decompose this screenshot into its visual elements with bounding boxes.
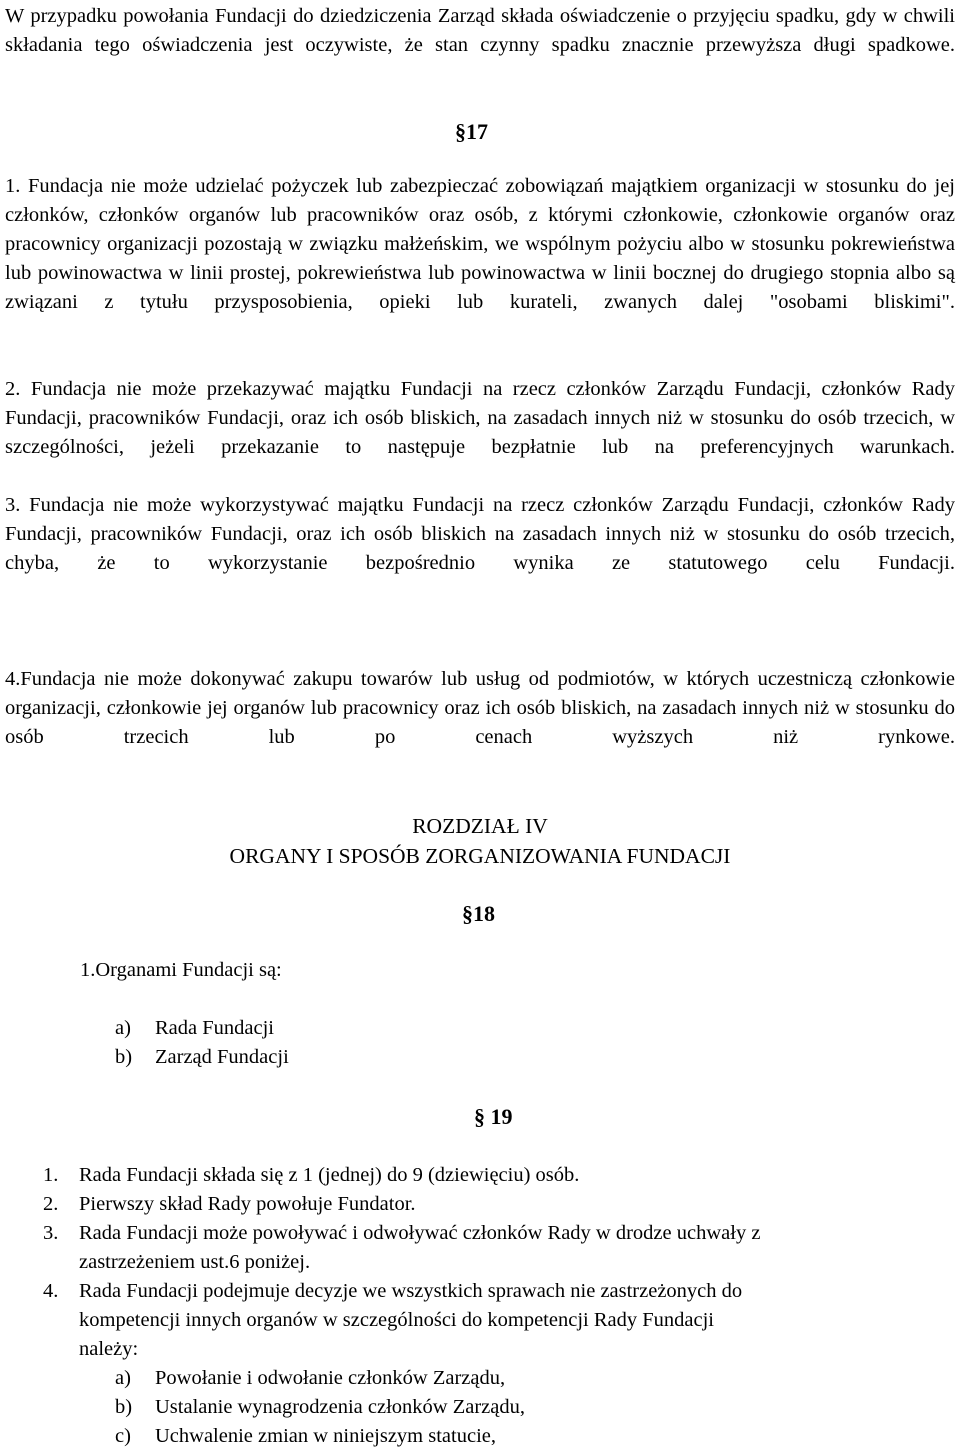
list-item-text: Powołanie i odwołanie członków Zarządu,: [155, 1367, 506, 1389]
list-item-text: Ustalanie wynagrodzenia członków Zarządu,: [155, 1396, 525, 1418]
list-item-text: Rada Fundacji: [155, 1017, 274, 1039]
list-marker: b): [115, 1396, 133, 1418]
section-17-paragraph-3: 3. Fundacja nie może wykorzystywać majątku Fundacji na rzecz członków Zarządu Fundacji, członków Rady Fundacji, pracowników Fundacji, oraz ich osób bliskich na zasadach innych niż w stosunku do osób trzecich, chyba, że to wykorzystanie bezpośrednio wynika ze statutowego celu Fundacji.: [5, 494, 955, 574]
section-18-intro: 1.Organami Fundacji są:: [80, 959, 282, 981]
section-17-paragraph-1: 1. Fundacja nie może udzielać pożyczek lub zabezpieczać zobowiązań majątkiem organizacji w stosunku do jej członków, członków organów lub pracowników oraz osób, z którymi członkowie, członkowie organów oraz pracownicy organizacji pozostają w związku małżeńskim, we wspólnym pożyciu albo w stosunku pokrewieństwa lub powinowactwa w linii prostej, pokrewieństwa lub powinowactwa w linii bocznej do drugiego stopnia albo są związani z tytułu przysposobienia, opieki lub kurateli, zwanych dalej "osobami bliskimi".: [5, 175, 955, 313]
list-item-text: Zarząd Fundacji: [155, 1046, 289, 1068]
list-item-text: Rada Fundacji składa się z 1 (jednej) do 9 (dziewięciu) osób.: [79, 1164, 580, 1186]
list-number: 1.: [43, 1164, 59, 1186]
chapter-title: ROZDZIAŁ IV: [412, 814, 548, 838]
list-marker: a): [115, 1017, 131, 1039]
list-item-text: Uchwalenie zmian w niniejszym statucie,: [155, 1425, 496, 1447]
chapter-subtitle: ORGANY I SPOSÓB ZORGANIZOWANIA FUNDACJI: [229, 844, 731, 868]
section-18-heading: §18: [462, 901, 495, 926]
section-17-heading: §17: [455, 119, 488, 144]
intro-paragraph: W przypadku powołania Fundacji do dziedziczenia Zarząd składa oświadczenie o przyjęciu spadku, gdy w chwili składania tego oświadczenia jest oczywiste, że stan czynny spadku znacznie przewyższa długi spadkowe.: [5, 5, 955, 56]
list-marker: a): [115, 1367, 131, 1389]
list-item-text-continued: kompetencji innych organów w szczególności do kompetencji Rady Fundacji: [79, 1309, 714, 1331]
section-19-heading: § 19: [474, 1104, 513, 1129]
section-17-paragraph-4: 4.Fundacja nie może dokonywać zakupu towarów lub usług od podmiotów, w których uczestniczą członkowie organizacji, członkowie jej organów lub pracownicy oraz ich osób bliskich, na zasadach innych niż w stosunku do osób trzecich lub po cenach wyższych niż rynkowe.: [5, 668, 955, 748]
list-item-text: Pierwszy skład Rady powołuje Fundator.: [79, 1193, 416, 1215]
list-item-text: Rada Fundacji podejmuje decyzje we wszystkich sprawach nie zastrzeżonych do: [79, 1280, 743, 1302]
list-item-text-continued: należy:: [79, 1338, 139, 1360]
section-17-paragraph-2: 2. Fundacja nie może przekazywać majątku Fundacji na rzecz członków Zarządu Fundacji, członków Rady Fundacji, pracowników Fundacji, oraz ich osób bliskich, na zasadach innych niż w stosunku do osób trzecich, w szczególności, jeżeli przekazanie to następuje bezpłatnie lub na preferencyjnych warunkach.: [5, 378, 955, 458]
list-number: 3.: [43, 1222, 59, 1244]
list-marker: b): [115, 1046, 133, 1068]
list-item-text-continued: zastrzeżeniem ust.6 poniżej.: [79, 1251, 311, 1273]
list-number: 2.: [43, 1193, 59, 1215]
list-number: 4.: [43, 1280, 59, 1302]
list-item-text: Rada Fundacji może powoływać i odwoływać członków Rady w drodze uchwały z: [79, 1222, 761, 1244]
list-marker: c): [115, 1425, 131, 1447]
